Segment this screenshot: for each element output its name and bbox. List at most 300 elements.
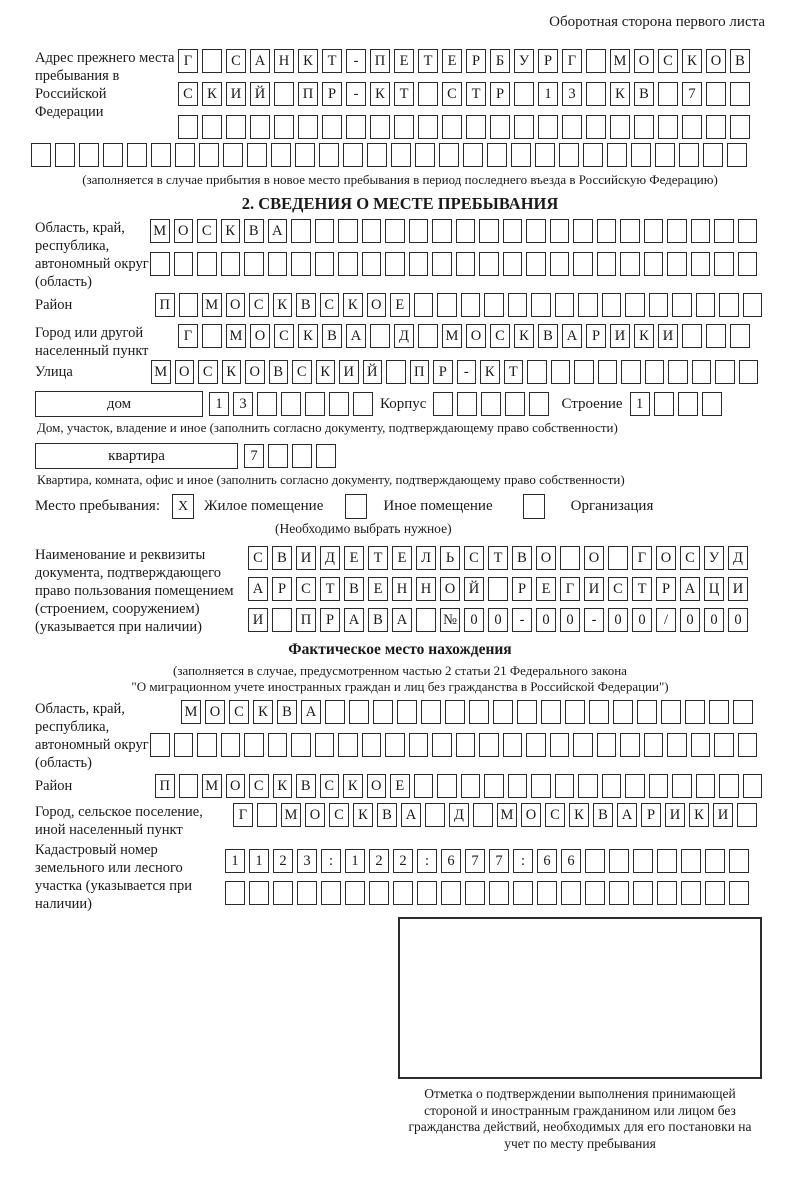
char-cell[interactable] [541, 700, 561, 724]
char-cell[interactable]: 0 [560, 608, 580, 632]
char-cell[interactable] [709, 700, 729, 724]
char-cell[interactable] [633, 881, 653, 905]
char-cell[interactable] [508, 774, 528, 798]
char-cell[interactable] [325, 700, 345, 724]
char-cell[interactable] [550, 733, 570, 757]
char-cell[interactable]: М [202, 293, 222, 317]
char-cell[interactable] [150, 733, 170, 757]
char-cell[interactable]: В [269, 360, 289, 384]
char-cell[interactable]: Т [488, 546, 508, 570]
char-cell[interactable]: С [442, 82, 462, 106]
char-cell[interactable] [416, 608, 436, 632]
char-cell[interactable]: Р [466, 49, 486, 73]
char-cell[interactable]: И [339, 360, 359, 384]
char-cell[interactable]: 2 [393, 849, 413, 873]
char-cell[interactable]: К [634, 324, 654, 348]
char-cell[interactable] [560, 546, 580, 570]
char-cell[interactable]: В [593, 803, 613, 827]
char-cell[interactable]: Д [320, 546, 340, 570]
char-cell[interactable] [503, 733, 523, 757]
char-cell[interactable] [589, 700, 609, 724]
char-cell[interactable]: 6 [561, 849, 581, 873]
char-cell[interactable] [268, 444, 288, 468]
char-cell[interactable] [555, 293, 575, 317]
char-cell[interactable]: Р [322, 82, 342, 106]
char-cell[interactable]: № [440, 608, 460, 632]
char-cell[interactable]: А [248, 577, 268, 601]
char-cell[interactable] [634, 115, 654, 139]
char-cell[interactable] [432, 252, 452, 276]
char-cell[interactable] [151, 143, 171, 167]
char-cell[interactable] [691, 219, 711, 243]
char-cell[interactable]: С [274, 324, 294, 348]
char-cell[interactable] [598, 360, 618, 384]
char-cell[interactable] [479, 252, 499, 276]
checkbox-other-premises[interactable] [345, 494, 367, 519]
char-cell[interactable]: М [281, 803, 301, 827]
char-cell[interactable] [322, 115, 342, 139]
char-cell[interactable] [202, 49, 222, 73]
char-cell[interactable]: О [656, 546, 676, 570]
char-cell[interactable] [393, 881, 413, 905]
char-cell[interactable]: О [536, 546, 556, 570]
char-cell[interactable]: М [202, 774, 222, 798]
char-cell[interactable] [271, 143, 291, 167]
char-cell[interactable] [445, 700, 465, 724]
char-cell[interactable] [531, 774, 551, 798]
char-cell[interactable]: / [656, 608, 676, 632]
char-cell[interactable]: К [221, 219, 241, 243]
char-cell[interactable]: С [490, 324, 510, 348]
char-cell[interactable] [527, 360, 547, 384]
char-cell[interactable] [273, 881, 293, 905]
char-cell[interactable] [409, 219, 429, 243]
char-cell[interactable] [338, 219, 358, 243]
char-cell[interactable]: Т [368, 546, 388, 570]
char-cell[interactable] [244, 252, 264, 276]
char-cell[interactable] [637, 700, 657, 724]
char-cell[interactable]: К [343, 293, 363, 317]
char-cell[interactable]: С [608, 577, 628, 601]
char-cell[interactable]: У [704, 546, 724, 570]
char-cell[interactable] [345, 881, 365, 905]
char-cell[interactable] [526, 252, 546, 276]
char-cell[interactable]: 0 [608, 608, 628, 632]
char-cell[interactable]: 7 [682, 82, 702, 106]
char-cell[interactable]: Р [538, 49, 558, 73]
char-cell[interactable]: С [229, 700, 249, 724]
char-cell[interactable]: Е [390, 774, 410, 798]
char-cell[interactable] [338, 733, 358, 757]
char-cell[interactable]: 0 [632, 608, 652, 632]
char-cell[interactable]: Ь [440, 546, 460, 570]
char-cell[interactable] [719, 293, 739, 317]
char-cell[interactable]: В [272, 546, 292, 570]
char-cell[interactable] [738, 252, 758, 276]
char-cell[interactable]: С [178, 82, 198, 106]
char-cell[interactable]: Й [250, 82, 270, 106]
char-cell[interactable] [150, 252, 170, 276]
char-cell[interactable]: Е [390, 293, 410, 317]
char-cell[interactable]: М [610, 49, 630, 73]
char-cell[interactable] [682, 324, 702, 348]
checkbox-organization[interactable] [523, 494, 545, 519]
char-cell[interactable] [573, 733, 593, 757]
char-cell[interactable]: 7 [489, 849, 509, 873]
char-cell[interactable] [362, 219, 382, 243]
char-cell[interactable]: Б [490, 49, 510, 73]
char-cell[interactable] [272, 608, 292, 632]
char-cell[interactable] [513, 881, 533, 905]
char-cell[interactable] [685, 700, 705, 724]
char-cell[interactable]: Р [433, 360, 453, 384]
char-cell[interactable] [620, 733, 640, 757]
char-cell[interactable]: : [321, 849, 341, 873]
char-cell[interactable] [291, 733, 311, 757]
char-cell[interactable] [409, 733, 429, 757]
char-cell[interactable] [457, 392, 477, 416]
char-cell[interactable] [649, 293, 669, 317]
char-cell[interactable] [585, 881, 605, 905]
char-cell[interactable]: С [226, 49, 246, 73]
char-cell[interactable] [714, 252, 734, 276]
char-cell[interactable] [274, 82, 294, 106]
char-cell[interactable] [672, 293, 692, 317]
char-cell[interactable] [678, 392, 698, 416]
char-cell[interactable]: 1 [225, 849, 245, 873]
char-cell[interactable]: О [175, 360, 195, 384]
char-cell[interactable]: В [296, 774, 316, 798]
char-cell[interactable] [613, 700, 633, 724]
char-cell[interactable] [562, 115, 582, 139]
char-cell[interactable] [353, 392, 373, 416]
char-cell[interactable]: О [634, 49, 654, 73]
char-cell[interactable]: Н [274, 49, 294, 73]
char-cell[interactable] [514, 115, 534, 139]
char-cell[interactable] [625, 774, 645, 798]
char-cell[interactable]: О [367, 293, 387, 317]
char-cell[interactable] [658, 115, 678, 139]
char-cell[interactable]: В [277, 700, 297, 724]
char-cell[interactable] [550, 219, 570, 243]
char-cell[interactable]: О [367, 774, 387, 798]
char-cell[interactable] [466, 115, 486, 139]
char-cell[interactable]: К [273, 293, 293, 317]
char-cell[interactable] [484, 293, 504, 317]
char-cell[interactable]: - [584, 608, 604, 632]
char-cell[interactable] [433, 392, 453, 416]
char-cell[interactable] [682, 115, 702, 139]
char-cell[interactable] [714, 733, 734, 757]
char-cell[interactable] [730, 115, 750, 139]
char-cell[interactable] [743, 293, 763, 317]
char-cell[interactable]: - [512, 608, 532, 632]
char-cell[interactable]: С [320, 293, 340, 317]
char-cell[interactable] [441, 881, 461, 905]
char-cell[interactable]: А [301, 700, 321, 724]
char-cell[interactable]: И [658, 324, 678, 348]
char-cell[interactable] [321, 881, 341, 905]
char-cell[interactable] [479, 219, 499, 243]
char-cell[interactable]: В [634, 82, 654, 106]
char-cell[interactable] [247, 143, 267, 167]
char-cell[interactable] [578, 293, 598, 317]
char-cell[interactable]: Т [320, 577, 340, 601]
char-cell[interactable]: Ц [704, 577, 724, 601]
char-cell[interactable]: П [155, 293, 175, 317]
char-cell[interactable] [197, 252, 217, 276]
char-cell[interactable] [461, 293, 481, 317]
char-cell[interactable]: 0 [728, 608, 748, 632]
char-cell[interactable]: 1 [249, 849, 269, 873]
char-cell[interactable] [719, 774, 739, 798]
char-cell[interactable] [31, 143, 51, 167]
char-cell[interactable]: С [292, 360, 312, 384]
char-cell[interactable] [202, 324, 222, 348]
char-cell[interactable]: Р [586, 324, 606, 348]
char-cell[interactable] [706, 324, 726, 348]
char-cell[interactable] [414, 293, 434, 317]
char-cell[interactable] [702, 392, 722, 416]
char-cell[interactable] [315, 733, 335, 757]
char-cell[interactable] [625, 293, 645, 317]
char-cell[interactable]: К [689, 803, 709, 827]
char-cell[interactable] [488, 577, 508, 601]
char-cell[interactable]: Д [449, 803, 469, 827]
char-cell[interactable]: : [417, 849, 437, 873]
char-cell[interactable]: О [245, 360, 265, 384]
char-cell[interactable]: М [226, 324, 246, 348]
char-cell[interactable] [397, 700, 417, 724]
char-cell[interactable] [691, 252, 711, 276]
char-cell[interactable]: С [249, 774, 269, 798]
char-cell[interactable] [338, 252, 358, 276]
char-cell[interactable] [391, 143, 411, 167]
char-cell[interactable]: С [198, 360, 218, 384]
char-cell[interactable] [291, 219, 311, 243]
char-cell[interactable]: Р [272, 577, 292, 601]
char-cell[interactable]: 0 [704, 608, 724, 632]
char-cell[interactable] [597, 219, 617, 243]
char-cell[interactable]: П [298, 82, 318, 106]
char-cell[interactable] [621, 360, 641, 384]
char-cell[interactable] [644, 252, 664, 276]
char-cell[interactable]: К [222, 360, 242, 384]
char-cell[interactable] [487, 143, 507, 167]
char-cell[interactable] [274, 115, 294, 139]
char-cell[interactable]: Е [368, 577, 388, 601]
char-cell[interactable]: В [344, 577, 364, 601]
char-cell[interactable]: А [268, 219, 288, 243]
char-cell[interactable] [385, 252, 405, 276]
char-cell[interactable] [561, 881, 581, 905]
char-cell[interactable]: Е [394, 49, 414, 73]
char-cell[interactable]: 7 [244, 444, 264, 468]
char-cell[interactable]: И [584, 577, 604, 601]
char-cell[interactable]: Г [178, 49, 198, 73]
char-cell[interactable]: К [569, 803, 589, 827]
char-cell[interactable]: К [316, 360, 336, 384]
char-cell[interactable]: А [346, 324, 366, 348]
char-cell[interactable] [508, 293, 528, 317]
char-cell[interactable] [179, 293, 199, 317]
char-cell[interactable] [586, 82, 606, 106]
char-cell[interactable]: О [584, 546, 604, 570]
char-cell[interactable]: 1 [538, 82, 558, 106]
char-cell[interactable]: В [377, 803, 397, 827]
char-cell[interactable]: 0 [464, 608, 484, 632]
char-cell[interactable]: 6 [441, 849, 461, 873]
char-cell[interactable] [692, 360, 712, 384]
char-cell[interactable] [672, 774, 692, 798]
char-cell[interactable] [705, 881, 725, 905]
char-cell[interactable] [531, 293, 551, 317]
char-cell[interactable]: К [298, 324, 318, 348]
char-cell[interactable] [178, 115, 198, 139]
char-cell[interactable]: С [296, 577, 316, 601]
char-cell[interactable] [417, 881, 437, 905]
char-cell[interactable] [585, 849, 605, 873]
char-cell[interactable]: Р [641, 803, 661, 827]
char-cell[interactable]: В [368, 608, 388, 632]
char-cell[interactable] [550, 252, 570, 276]
char-cell[interactable] [631, 143, 651, 167]
char-cell[interactable]: 3 [562, 82, 582, 106]
char-cell[interactable]: Т [418, 49, 438, 73]
char-cell[interactable]: М [151, 360, 171, 384]
char-cell[interactable] [738, 219, 758, 243]
char-cell[interactable] [667, 733, 687, 757]
char-cell[interactable] [295, 143, 315, 167]
char-cell[interactable] [514, 82, 534, 106]
char-cell[interactable] [349, 700, 369, 724]
char-cell[interactable] [418, 115, 438, 139]
char-cell[interactable]: С [249, 293, 269, 317]
char-cell[interactable]: Е [344, 546, 364, 570]
char-cell[interactable]: И [665, 803, 685, 827]
char-cell[interactable]: И [728, 577, 748, 601]
char-cell[interactable] [681, 849, 701, 873]
char-cell[interactable] [511, 143, 531, 167]
char-cell[interactable] [657, 849, 677, 873]
char-cell[interactable] [315, 252, 335, 276]
char-cell[interactable]: 1 [630, 392, 650, 416]
char-cell[interactable]: Т [466, 82, 486, 106]
char-cell[interactable]: У [514, 49, 534, 73]
char-cell[interactable]: 1 [345, 849, 365, 873]
char-cell[interactable] [244, 733, 264, 757]
char-cell[interactable]: И [248, 608, 268, 632]
char-cell[interactable]: С [197, 219, 217, 243]
char-cell[interactable]: : [513, 849, 533, 873]
char-cell[interactable]: Р [320, 608, 340, 632]
char-cell[interactable] [679, 143, 699, 167]
char-cell[interactable]: К [353, 803, 373, 827]
char-cell[interactable] [479, 733, 499, 757]
char-cell[interactable] [394, 115, 414, 139]
char-cell[interactable]: А [680, 577, 700, 601]
char-cell[interactable]: Е [392, 546, 412, 570]
char-cell[interactable] [538, 115, 558, 139]
char-cell[interactable]: О [521, 803, 541, 827]
char-cell[interactable] [370, 324, 390, 348]
char-cell[interactable]: Й [363, 360, 383, 384]
char-cell[interactable]: В [538, 324, 558, 348]
char-cell[interactable]: Р [490, 82, 510, 106]
char-cell[interactable]: И [296, 546, 316, 570]
char-cell[interactable]: М [497, 803, 517, 827]
char-cell[interactable] [463, 143, 483, 167]
char-cell[interactable] [174, 733, 194, 757]
char-cell[interactable] [469, 700, 489, 724]
char-cell[interactable] [607, 143, 627, 167]
char-cell[interactable] [432, 219, 452, 243]
char-cell[interactable]: В [244, 219, 264, 243]
char-cell[interactable] [573, 252, 593, 276]
char-cell[interactable] [473, 803, 493, 827]
char-cell[interactable]: Т [394, 82, 414, 106]
char-cell[interactable] [319, 143, 339, 167]
char-cell[interactable] [179, 774, 199, 798]
char-cell[interactable]: Д [394, 324, 414, 348]
char-cell[interactable] [620, 219, 640, 243]
char-cell[interactable]: С [320, 774, 340, 798]
char-cell[interactable] [202, 115, 222, 139]
char-cell[interactable] [696, 774, 716, 798]
char-cell[interactable] [249, 881, 269, 905]
char-cell[interactable]: 6 [537, 849, 557, 873]
char-cell[interactable]: Е [536, 577, 556, 601]
char-cell[interactable]: С [680, 546, 700, 570]
char-cell[interactable] [586, 49, 606, 73]
char-cell[interactable]: А [401, 803, 421, 827]
char-cell[interactable] [583, 143, 603, 167]
char-cell[interactable] [370, 115, 390, 139]
char-cell[interactable] [305, 392, 325, 416]
char-cell[interactable] [654, 392, 674, 416]
char-cell[interactable] [658, 82, 678, 106]
char-cell[interactable] [268, 252, 288, 276]
char-cell[interactable] [250, 115, 270, 139]
char-cell[interactable] [493, 700, 513, 724]
char-cell[interactable]: А [617, 803, 637, 827]
char-cell[interactable] [221, 252, 241, 276]
char-cell[interactable] [79, 143, 99, 167]
char-cell[interactable] [221, 733, 241, 757]
char-cell[interactable] [729, 849, 749, 873]
char-cell[interactable] [409, 252, 429, 276]
char-cell[interactable]: О [305, 803, 325, 827]
char-cell[interactable] [526, 733, 546, 757]
char-cell[interactable]: К [273, 774, 293, 798]
char-cell[interactable]: Е [442, 49, 462, 73]
char-cell[interactable]: 2 [273, 849, 293, 873]
char-cell[interactable]: К [610, 82, 630, 106]
char-cell[interactable] [743, 774, 763, 798]
char-cell[interactable] [175, 143, 195, 167]
char-cell[interactable] [291, 252, 311, 276]
char-cell[interactable]: С [329, 803, 349, 827]
char-cell[interactable]: В [512, 546, 532, 570]
char-cell[interactable] [526, 219, 546, 243]
char-cell[interactable]: О [250, 324, 270, 348]
char-cell[interactable] [174, 252, 194, 276]
char-cell[interactable] [362, 252, 382, 276]
char-cell[interactable]: 0 [536, 608, 556, 632]
char-cell[interactable]: К [298, 49, 318, 73]
char-cell[interactable] [199, 143, 219, 167]
char-cell[interactable] [225, 881, 245, 905]
